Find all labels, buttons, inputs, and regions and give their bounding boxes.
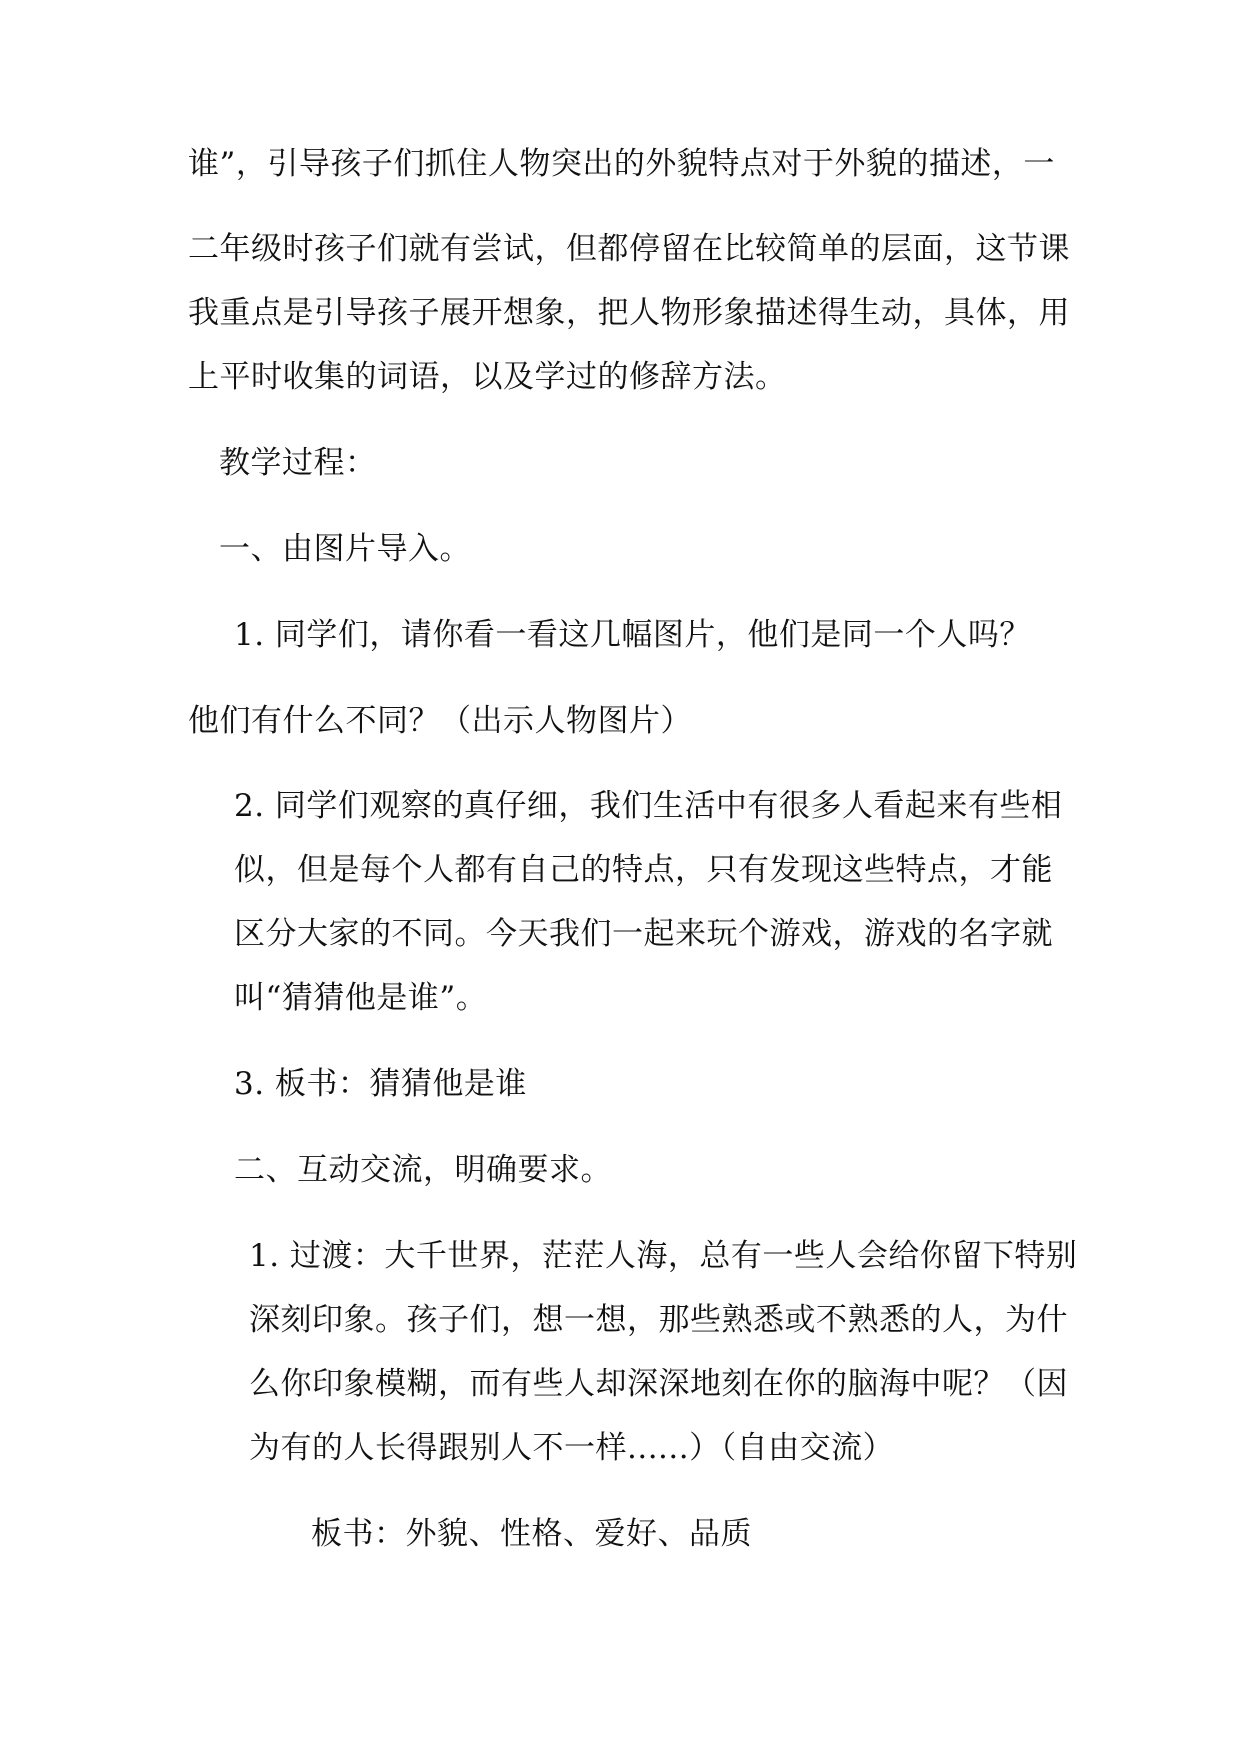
section2-item1-line-3: 么你印象模糊，而有些人却深深地刻在你的脑海中呢？（因	[249, 1366, 1068, 1402]
intro-line-1: 谁”，引导孩子们抓住人物突出的外貌特点对于外貌的描述，一	[188, 146, 1055, 182]
section1-item2-line-1: 2. 同学们观察的真仔细，我们生活中有很多人看起来有些相	[234, 788, 1063, 824]
section1-heading: 一、由图片导入。	[219, 531, 471, 567]
intro-line-4: 上平时收集的词语，以及学过的修辞方法。	[188, 359, 787, 395]
section1-item2-line-4: 叫“猜猜他是谁”。	[234, 980, 488, 1016]
process-heading: 教学过程：	[219, 445, 377, 481]
intro-line-3: 我重点是引导孩子展开想象，把人物形象描述得生动，具体，用	[188, 295, 1070, 331]
section1-item3: 3. 板书：猜猜他是谁	[234, 1066, 527, 1102]
section1-item2-line-3: 区分大家的不同。今天我们一起来玩个游戏，游戏的名字就	[234, 916, 1053, 952]
section2-board-note: 板书：外貌、性格、爱好、品质	[311, 1516, 752, 1552]
section1-item1-line-2: 他们有什么不同？（出示人物图片）	[188, 703, 692, 739]
section1-item2-line-2: 似，但是每个人都有自己的特点，只有发现这些特点，才能	[234, 852, 1053, 888]
section1-item1-line-1: 1. 同学们，请你看一看这几幅图片，他们是同一个人吗？	[234, 617, 1031, 653]
intro-line-2: 二年级时孩子们就有尝试，但都停留在比较简单的层面，这节课	[188, 231, 1070, 267]
section2-item1-line-4: 为有的人长得跟别人不一样......）（自由交流）	[249, 1430, 895, 1466]
section2-heading: 二、互动交流，明确要求。	[234, 1152, 612, 1188]
section2-item1-line-1: 1. 过渡：大千世界，茫茫人海，总有一些人会给你留下特别	[249, 1238, 1078, 1274]
section2-item1-line-2: 深刻印象。孩子们，想一想，那些熟悉或不熟悉的人，为什	[249, 1302, 1068, 1338]
